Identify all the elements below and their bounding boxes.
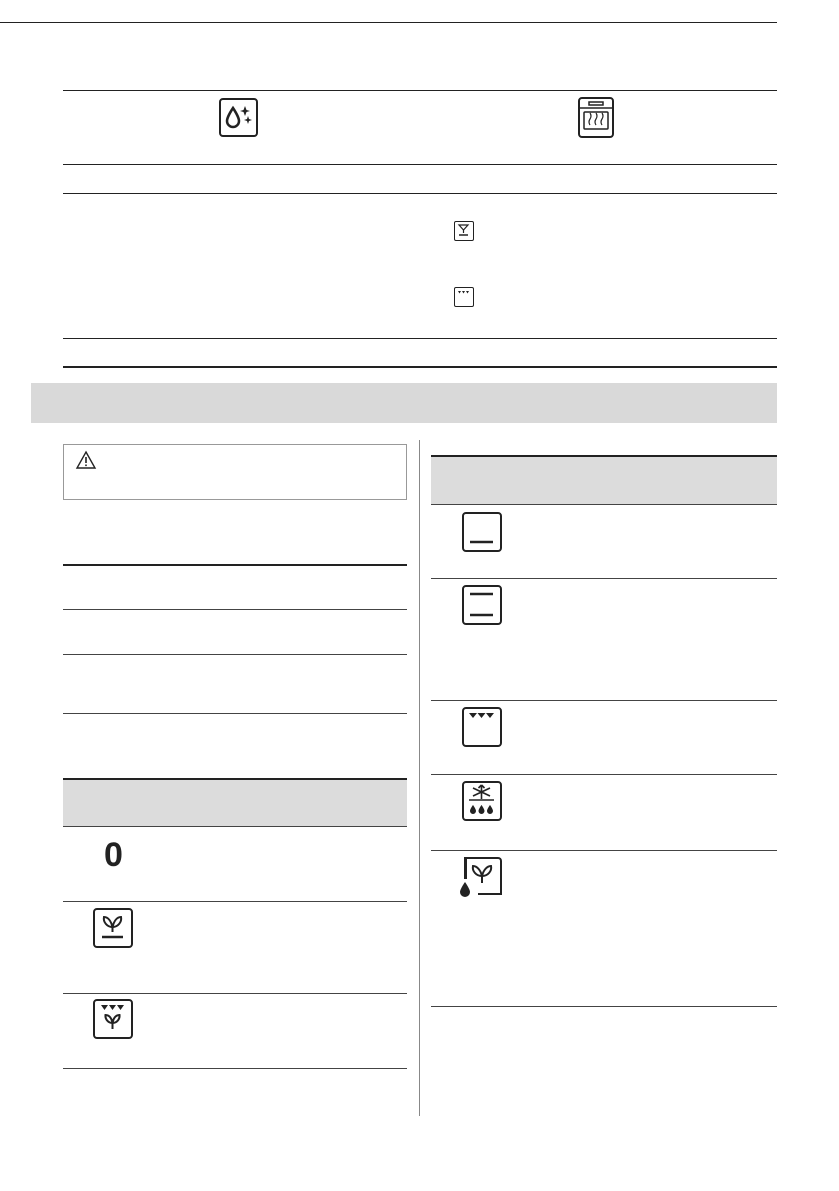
table-header: [431, 457, 777, 504]
fan-bottom-heat-icon: [93, 908, 133, 948]
table-rule: [431, 850, 777, 851]
header-rule: [0, 22, 777, 23]
off-position-zero-icon: 0: [104, 836, 123, 874]
table-rule: [63, 1068, 407, 1069]
fan-bottom-heat-icon: [454, 221, 474, 241]
table-rule: [63, 901, 407, 902]
table-rule: [63, 609, 407, 610]
top-table-rule: [63, 366, 777, 368]
table-rule: [431, 504, 777, 505]
table-rule: [431, 1006, 777, 1007]
grill-top-heat-icon: [462, 707, 502, 747]
table-rule: [431, 700, 777, 701]
table-rule: [63, 564, 407, 566]
top-table-rule: [63, 193, 777, 194]
top-bottom-heat-icon: [462, 585, 502, 625]
table-rule: [63, 993, 407, 994]
table-rule: [63, 826, 407, 827]
top-table-rule: [63, 90, 777, 91]
warning-triangle-icon: [75, 450, 97, 475]
warning-box: [63, 444, 407, 500]
table-header: [63, 780, 407, 826]
column-divider: [419, 440, 420, 1116]
section-heading-band: [31, 383, 777, 423]
table-rule: [431, 578, 777, 579]
oven-heat-icon: [578, 97, 614, 138]
top-table-rule: [63, 164, 777, 165]
table-rule: [63, 713, 407, 714]
moist-fan-frame-bottom: [478, 893, 502, 896]
top-heat-icon: [454, 287, 474, 307]
fan-top-heat-icon: [93, 999, 133, 1039]
defrost-icon: [462, 781, 502, 821]
table-rule: [431, 774, 777, 775]
moist-fan-frame-left: [464, 857, 467, 879]
bottom-heat-icon: [462, 512, 502, 552]
table-rule: [63, 654, 407, 655]
clean-water-drops-icon: [219, 98, 258, 137]
top-table-rule: [63, 338, 777, 339]
water-drop-icon: [459, 881, 471, 902]
